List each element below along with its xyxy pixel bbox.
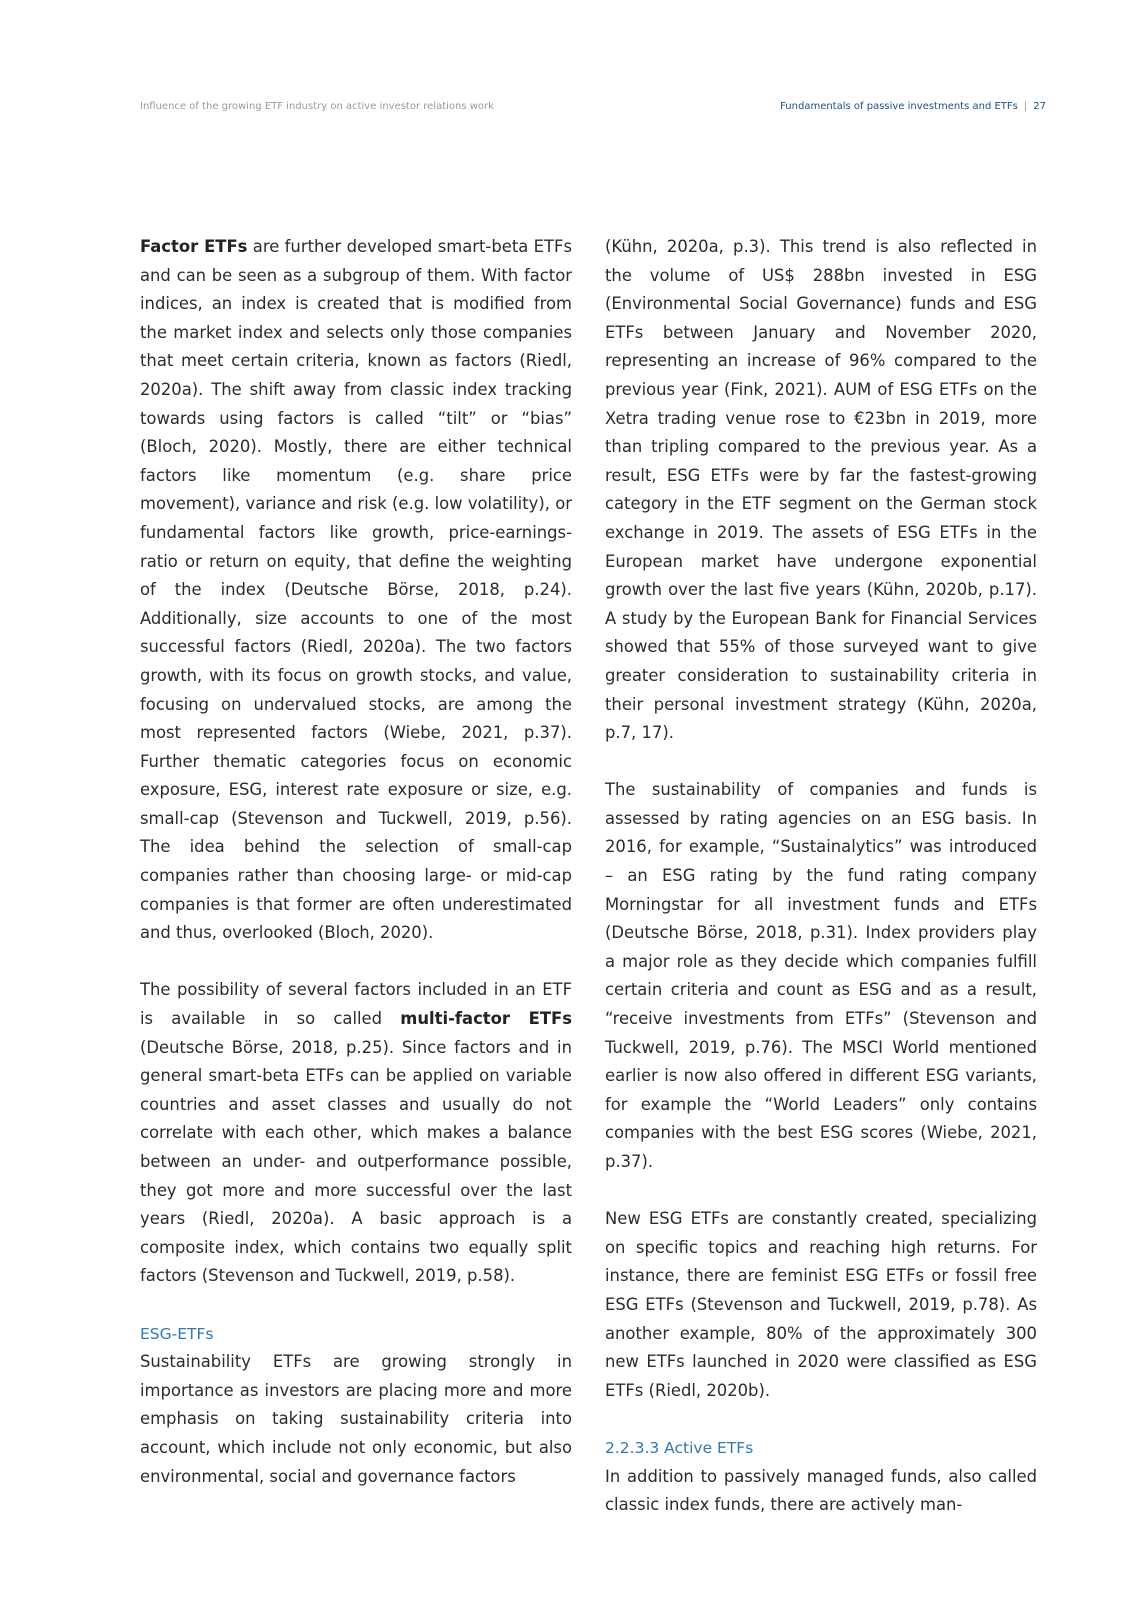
paragraph-new-esg-etfs: New ESG ETFs are constantly created, specializing on specific topics and reaching high returns. For instance, there are feminist ESG ETFs or fossil free ESG ETFs (Stevenson and Tuckwell, 2019, p.78). As another example, 80% of the approximately 300 new ETFs launched in 2020 were classified as ESG ETFs (Riedl, 2020b). bbox=[605, 1209, 1037, 1400]
section-title-and-page bbox=[780, 99, 1046, 115]
subheading-active-etfs: 2.2.3.3 Active ETFs bbox=[605, 1438, 754, 1457]
right-column bbox=[605, 233, 1037, 1520]
paragraph-esg-rating: The sustainability of companies and funds is assessed by rating agencies on an ESG basis. In 2016, for example, “Sustainalytics” was introduced – an ESG rating by the fund rating company Morningstar for all investment funds and ETFs (Deutsche Börse, 2018, p.31). Index providers play a major role as they decide which companies fulfill certain criteria and count as ESG and as a result, “receive investments from ETFs” (Stevenson and Tuckwell, 2019, p.76). The MSCI World mentioned earlier is now also offered in different ESG variants, for example the “World Leaders” only contains companies with the best ESG scores (Wiebe, 2021, p.37). bbox=[605, 780, 1037, 1171]
term-multi-factor-etfs: multi-factor ETFs bbox=[400, 1009, 572, 1029]
paragraph-text: The possibility of several factors included in an ETF is available in so called bbox=[140, 980, 572, 1029]
page-number: 27 bbox=[1033, 101, 1046, 112]
section-title: Fundamentals of passive investments and ETFs bbox=[780, 101, 1018, 112]
paragraph-multi-factor bbox=[140, 976, 572, 1291]
paragraph-active-etfs: In addition to passively managed funds, also called classic index funds, there are actively man- bbox=[605, 1466, 1037, 1515]
paragraph-esg-trend: (Kühn, 2020a, p.3). This trend is also reflected in the volume of US$ 288bn invested in ESG (Environmental Social Governance) funds and ESG ETFs between January and November 2020, representing an increase of 96% compared to the previous year (Fink, 2021). AUM of ESG ETFs on the Xetra trading venue rose to €23bn in 2019, more than tripling compared to the previous year. As a result, ESG ETFs were by far the fastest-growing category in the ETF segment on the German stock exchange in 2019. The assets of ESG ETFs in the European market have undergone exponential growth over the last five years (Kühn, 2020b, p.17). A study by the European Bank for Financial Services showed that 55% of those surveyed want to give greater consideration to sustainability criteria in their personal investment strategy (Kühn, 2020a, p.7, 17). bbox=[605, 237, 1037, 743]
left-column bbox=[140, 233, 572, 1491]
subheading-esg-etfs: ESG-ETFs bbox=[140, 1324, 214, 1343]
paragraph-text: (Deutsche Börse, 2018, p.25). Since factors and in general smart-beta ETFs can be applied on variable countries and asset classes and usually do not correlate with each other, which makes a balance between an under- and outperformance possible, they got more and more successful over the last years (Riedl, 2020a). A basic approach is a composite index, which contains two equally split factors (Stevenson and Tuckwell, 2019, p.58). bbox=[140, 1037, 572, 1286]
paragraph-factor-etfs bbox=[140, 233, 572, 948]
running-header bbox=[140, 99, 1046, 115]
document-title: Influence of the growing ETF industry on active investor relations work bbox=[140, 101, 494, 112]
term-factor-etfs: Factor ETFs bbox=[140, 237, 248, 256]
paragraph-text: are further developed smart-beta ETFs and can be seen as a subgroup of them. With factor indices, an index is created that is modified from the market index and selects only those companies that meet certain criteria, known as factors (Riedl, 2020a). The shift away from classic index tracking towards using factors is called “tilt” or “bias” (Bloch, 2020). Mostly, there are either technical factors like momentum (e.g. share price movement), variance and risk (e.g. low volatility), or fundamental factors like growth, price-earnings-ratio or return on equity, that define the weighting of the index (Deutsche Börse, 2018, p.24). Additionally, size accounts to one of the most successful factors (Riedl, 2020a). The two factors growth, with its focus on growth stocks, and value, focusing on undervalued stocks, are among the most represented factors (Wiebe, 2021, p.37). Further thematic categories focus on economic exposure, ESG, interest rate exposure or size, e.g. small-cap (Stevenson and Tuckwell, 2019, p.56). The idea behind the selection of small-cap companies rather than choosing large- or mid-cap companies is that former are often underestimated and thus, overlooked (Bloch, 2020). bbox=[140, 237, 573, 943]
paragraph-sustainability: Sustainability ETFs are growing strongly in importance as investors are placing more and more emphasis on taking sustainability criteria into account, which include not only economic, but also environmental, social and governance factors bbox=[140, 1352, 572, 1486]
header-separator: | bbox=[1023, 101, 1028, 112]
